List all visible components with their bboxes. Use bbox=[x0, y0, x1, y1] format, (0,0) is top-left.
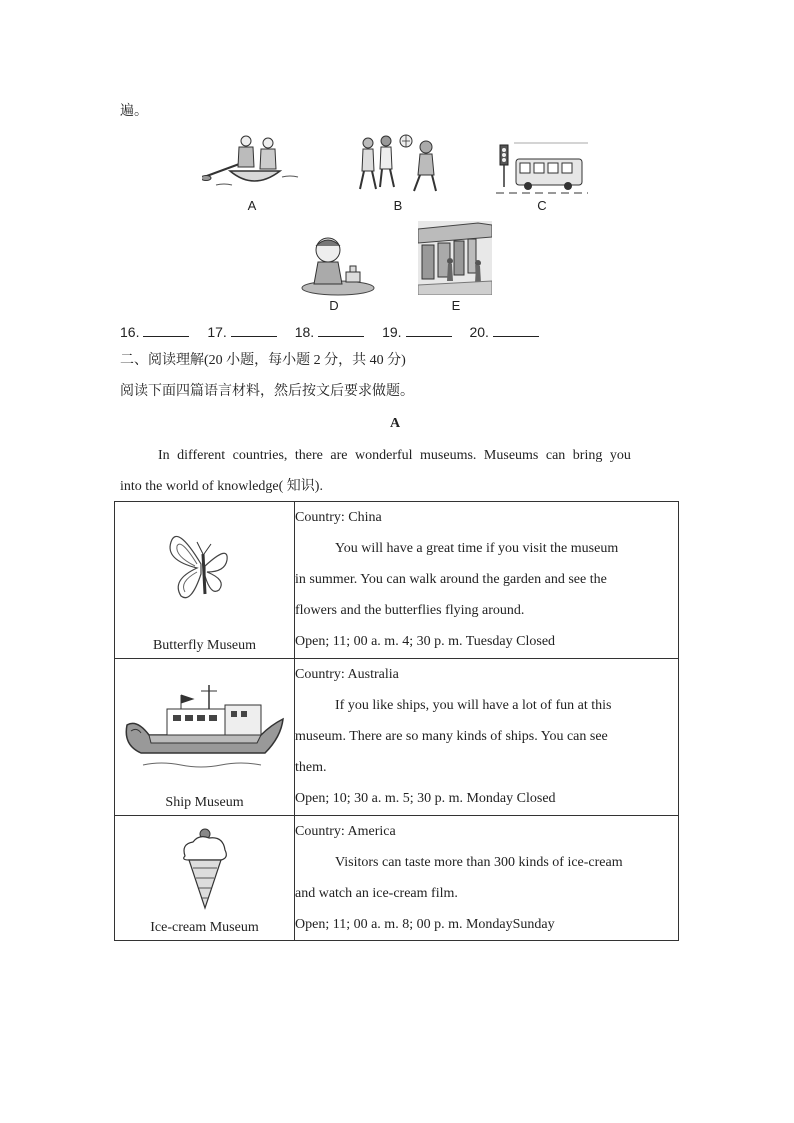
picture-b-kids-playing-ball-icon bbox=[352, 131, 444, 195]
table-row bbox=[115, 659, 679, 816]
picture-b-label: B bbox=[393, 198, 403, 213]
passage-intro-line2: into the world of knowledge( 知识). bbox=[120, 479, 323, 494]
description-line: flowers and the butterflies flying around. bbox=[295, 603, 525, 618]
ship-museum-info bbox=[295, 659, 679, 816]
butterfly-museum-info bbox=[295, 502, 679, 659]
opening-hours: Open; 11; 00 a. m. 4; 30 p. m. Tuesday Closed bbox=[295, 634, 556, 649]
picture-d-boy-sandcastle-icon bbox=[298, 232, 376, 296]
butterfly-museum-name: Butterfly Museum bbox=[152, 638, 257, 653]
description-line: in summer. You can walk around the garden and see the bbox=[295, 572, 607, 587]
butterfly-icon bbox=[167, 524, 237, 609]
answer-17: 17. bbox=[207, 324, 276, 340]
picture-c-label: C bbox=[537, 198, 547, 213]
country-australia: Country: Australia bbox=[295, 667, 399, 682]
opening-hours: Open; 10; 30 a. m. 5; 30 p. m. Monday Closed bbox=[295, 791, 556, 806]
ship-museum-name: Ship Museum bbox=[165, 795, 244, 810]
picture-e-label: E bbox=[451, 298, 461, 313]
picture-a-boat-rowing-icon bbox=[202, 133, 302, 195]
answer-19: 19. bbox=[382, 324, 451, 340]
answer-20: 20. bbox=[469, 324, 538, 340]
answer-16: 16. bbox=[120, 324, 189, 340]
description-line: You will have a great time if you visit the museum bbox=[335, 541, 619, 556]
answer-20-field[interactable] bbox=[493, 322, 539, 337]
picture-e-street-shops-icon bbox=[418, 221, 492, 295]
ice-cream-icon bbox=[179, 826, 231, 915]
answer-16-field[interactable] bbox=[143, 322, 189, 337]
answer-18: 18. bbox=[295, 324, 364, 340]
intro-text: 遍。 bbox=[120, 104, 148, 119]
answer-17-field[interactable] bbox=[231, 322, 277, 337]
country-china: Country: China bbox=[295, 510, 382, 525]
ship-museum-image-cell bbox=[115, 659, 295, 816]
section-heading: 二、阅读理解(20 小题，每小题 2 分，共 40 分) bbox=[120, 353, 406, 368]
answer-19-field[interactable] bbox=[406, 322, 452, 337]
instructions: 阅读下面四篇语言材料，然后按文后要求做题。 bbox=[120, 384, 414, 399]
ship-icon bbox=[121, 685, 287, 780]
answer-18-field[interactable] bbox=[318, 322, 364, 337]
table-row bbox=[115, 816, 679, 941]
description-line: Visitors can taste more than 300 kinds of ice-cream bbox=[335, 855, 623, 870]
answer-blanks bbox=[120, 322, 553, 342]
museum-table bbox=[114, 501, 679, 941]
picture-c-bus-traffic-light-icon bbox=[494, 141, 590, 195]
description-line: If you like ships, you will have a lot of fun at this bbox=[335, 698, 612, 713]
description-line: and watch an ice-cream film. bbox=[295, 886, 458, 901]
country-america: Country: America bbox=[295, 824, 396, 839]
opening-hours: Open; 11; 00 a. m. 8; 00 p. m. MondaySunday bbox=[295, 917, 555, 932]
table-row bbox=[115, 502, 679, 659]
picture-a-label: A bbox=[247, 198, 257, 213]
butterfly-museum-image-cell bbox=[115, 502, 295, 659]
picture-d-label: D bbox=[329, 298, 339, 313]
ice-cream-museum-name: Ice-cream Museum bbox=[150, 920, 259, 935]
passage-letter: A bbox=[390, 416, 401, 431]
passage-intro-line1: In different countries, there are wonderful museums. Museums can bring you bbox=[158, 448, 631, 463]
description-line: them. bbox=[295, 760, 327, 775]
ice-cream-museum-image-cell bbox=[115, 816, 295, 941]
ice-cream-museum-info bbox=[295, 816, 679, 941]
description-line: museum. There are so many kinds of ships. You can see bbox=[295, 729, 608, 744]
